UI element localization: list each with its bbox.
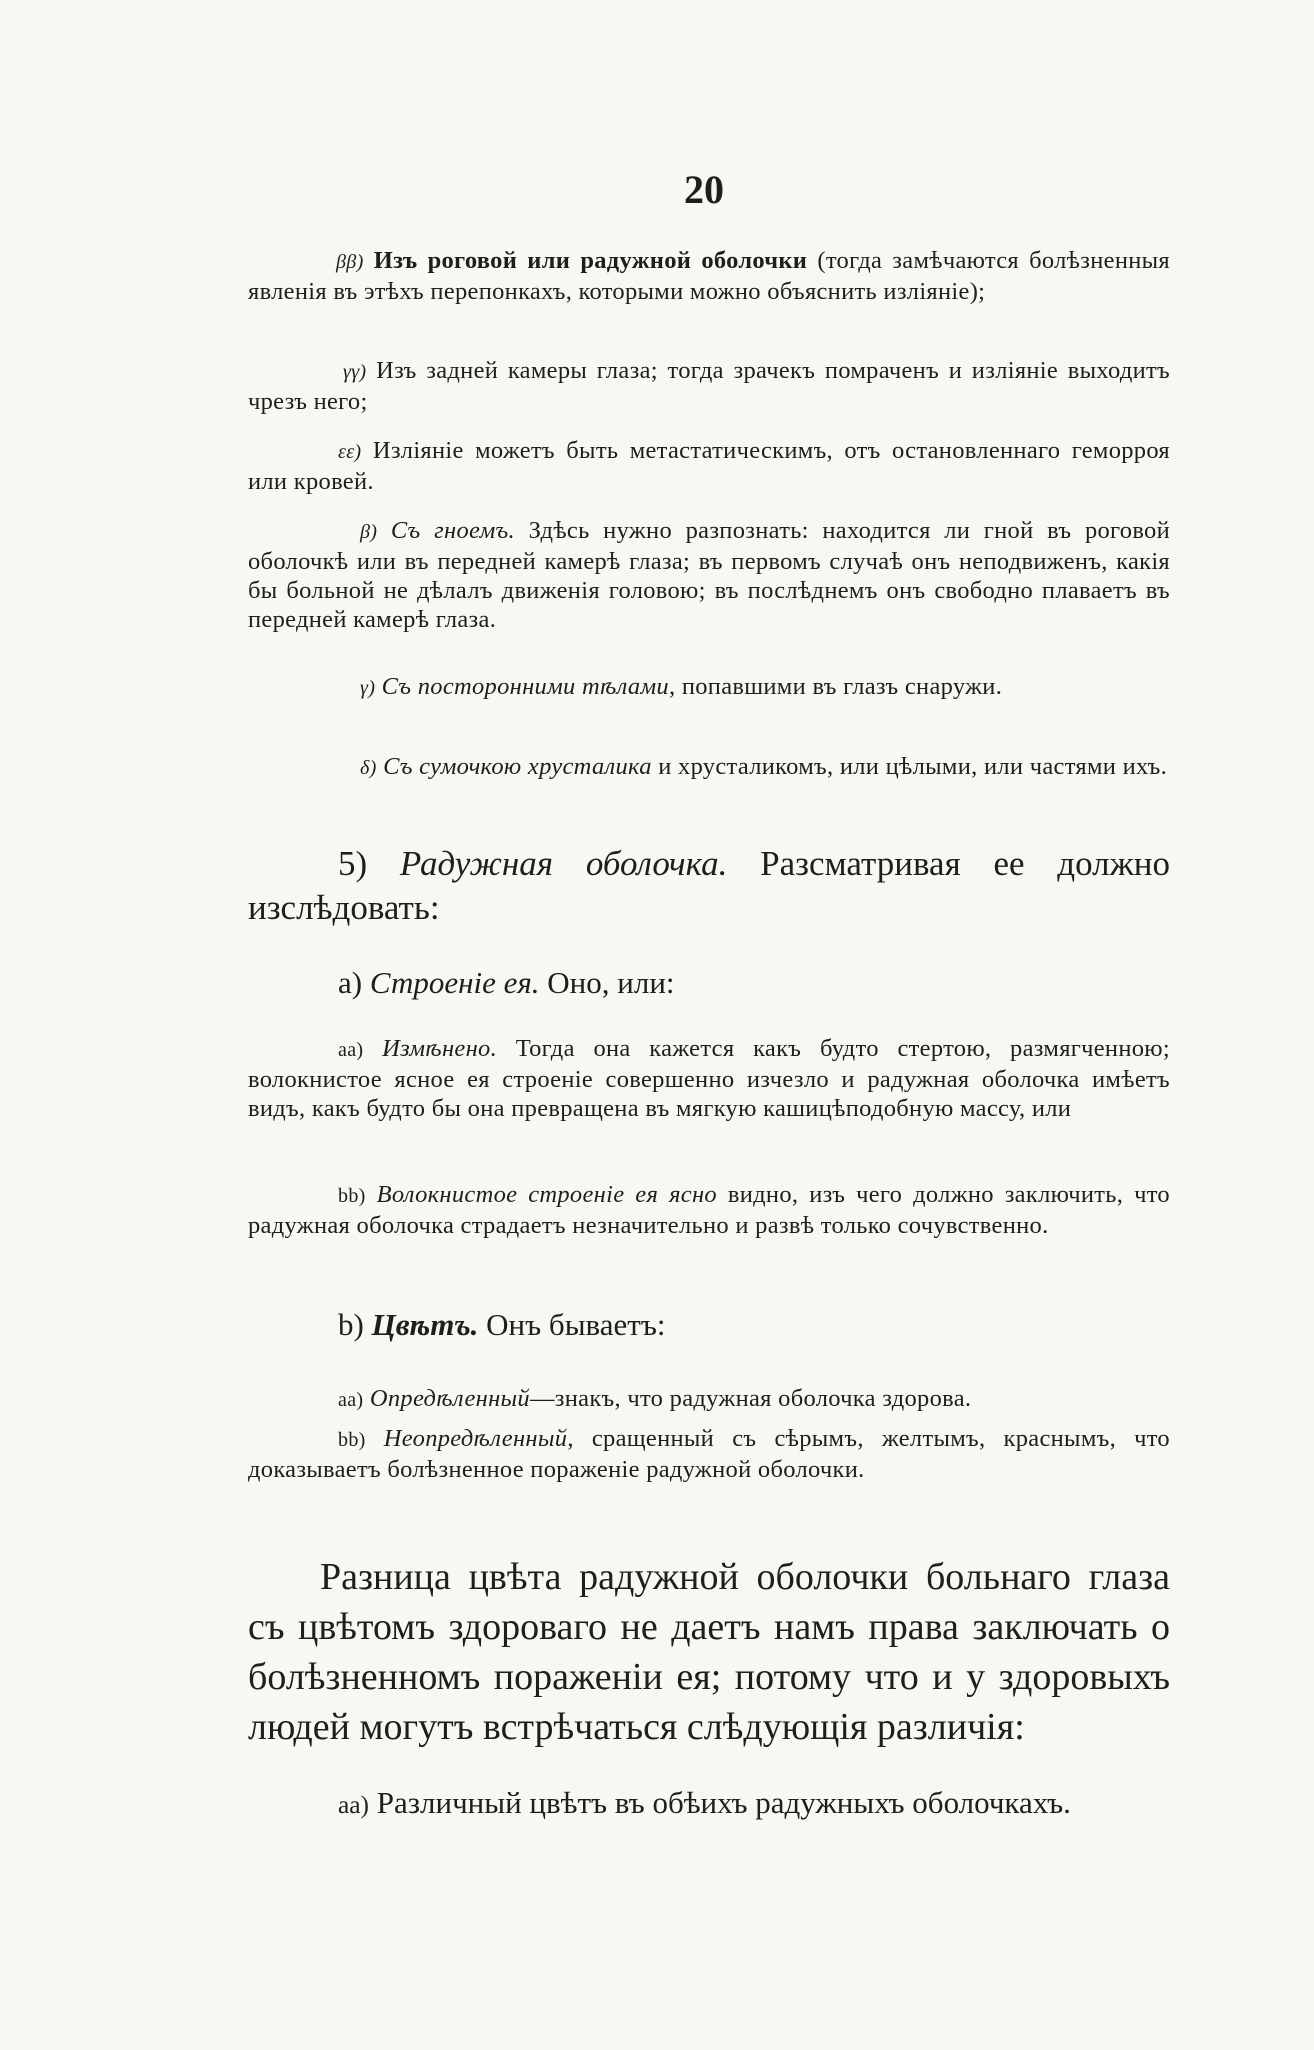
- item-label: bb): [338, 1185, 366, 1207]
- subsection-title: Строеніе ея.: [369, 965, 540, 1000]
- para-gamma-gamma: [248, 356, 1170, 416]
- item-label: γγ): [343, 361, 367, 383]
- page-number: 20: [684, 167, 724, 212]
- subsection-a-heading: [248, 964, 1170, 1002]
- item-text: (тогда замѣчаются болѣзненныя явленія въ этѣхъ перепонкахъ, которыми можно объяснить изліяніе);: [248, 247, 1170, 305]
- item-heading: Измѣнено.: [382, 1035, 498, 1062]
- item-text: —знакъ, что радужная оболочка здорова.: [529, 1385, 972, 1412]
- item-text: Изліяніе можетъ быть метастатическимъ, отъ остановленнаго геморроя или кровей.: [248, 437, 1170, 495]
- item-heading: Съ сумочкою хрусталика: [383, 753, 652, 780]
- item-text: видно, изъ чего должно заключить, что радужная оболочка страдаетъ незначительно и развѣ только сочувственно.: [248, 1181, 1170, 1239]
- para-beta-beta: [248, 246, 1170, 306]
- para-aa-definite: [248, 1384, 1170, 1415]
- item-heading: Волокнистое строеніе ея ясно: [376, 1181, 717, 1208]
- subsection-text: Онъ бываетъ:: [478, 1307, 666, 1342]
- subsection-b-heading: [248, 1306, 1170, 1344]
- body-paragraph: Разница цвѣта радужной оболочки больнаго глаза съ цвѣтомъ здороваго не даетъ намъ права заключать о болѣзненномъ пораженіи ея; потому что и у здоровыхъ людей могутъ встрѣчаться слѣдующія различія:: [248, 1556, 1170, 1748]
- section-5-heading: [248, 842, 1170, 930]
- subsection-title: Цвѣтъ.: [371, 1307, 479, 1342]
- item-text: , попавшими въ глазъ снаружи.: [668, 673, 1003, 700]
- para-bb-structure: [248, 1180, 1170, 1240]
- item-label: aa): [338, 1039, 364, 1061]
- item-text: Здѣсь нужно разпознать: находится ли гной въ роговой оболочкѣ или въ передней камерѣ глаза; въ первомъ случаѣ онъ неподвиженъ, какія бы больной не дѣлалъ движенія головою; въ послѣднемъ онъ свободно плаваетъ въ передней камерѣ глаза.: [248, 517, 1170, 633]
- item-heading: Съ посторонними тѣлами: [381, 673, 669, 700]
- subsection-label: b): [338, 1307, 364, 1342]
- item-label: εε): [338, 441, 362, 463]
- item-label: bb): [338, 1429, 366, 1451]
- item-label: ββ): [336, 251, 364, 273]
- section-text: Разсматривая ее должно изслѣдовать:: [248, 844, 1171, 927]
- item-label: aa): [338, 1791, 370, 1819]
- subsection-label: a): [338, 965, 363, 1000]
- para-delta: [248, 752, 1170, 783]
- item-text: и хрусталикомъ, или цѣлыми, или частями ихъ.: [651, 753, 1168, 780]
- item-text: Изъ задней камеры глаза; тогда зрачекъ помраченъ и изліяніе выходитъ чрезъ него;: [248, 357, 1170, 415]
- para-gamma: [248, 672, 1170, 703]
- para-color-difference: [248, 1552, 1170, 1752]
- item-label: aa): [338, 1389, 364, 1411]
- item-text: , сращенный съ сѣрымъ, желтымъ, краснымъ, что доказываетъ болѣзненное пораженіе радужной оболочки.: [248, 1425, 1170, 1483]
- item-heading: Изъ роговой или радужной оболочки: [373, 247, 808, 274]
- item-heading: Неопредѣленный: [383, 1425, 568, 1452]
- para-beta: [248, 516, 1170, 634]
- item-label: δ): [360, 757, 377, 779]
- item-heading: Опредѣленный: [369, 1385, 530, 1412]
- item-label: γ): [360, 677, 376, 699]
- section-title: Радужная оболочка.: [399, 844, 728, 883]
- subsection-text: Оно, или:: [539, 965, 675, 1000]
- para-epsilon-epsilon: [248, 436, 1170, 496]
- item-label: β): [360, 521, 378, 543]
- para-aa-changed: [248, 1034, 1170, 1123]
- para-bb-indefinite: [248, 1424, 1170, 1484]
- item-text: Различный цвѣтъ въ обѣихъ радужныхъ оболочкахъ.: [369, 1785, 1071, 1820]
- item-text: Тогда она кажется какъ будто стертою, размягченною; волокнистое ясное ея строеніе совершенно изчезло и радужная оболочка имѣетъ видъ, какъ будто бы она превращена въ мягкую кашицѣподобную массу, или: [248, 1035, 1170, 1122]
- section-number: 5): [338, 844, 368, 883]
- item-heading: Съ гноемъ.: [390, 517, 515, 544]
- para-aa-different-color: [248, 1784, 1170, 1824]
